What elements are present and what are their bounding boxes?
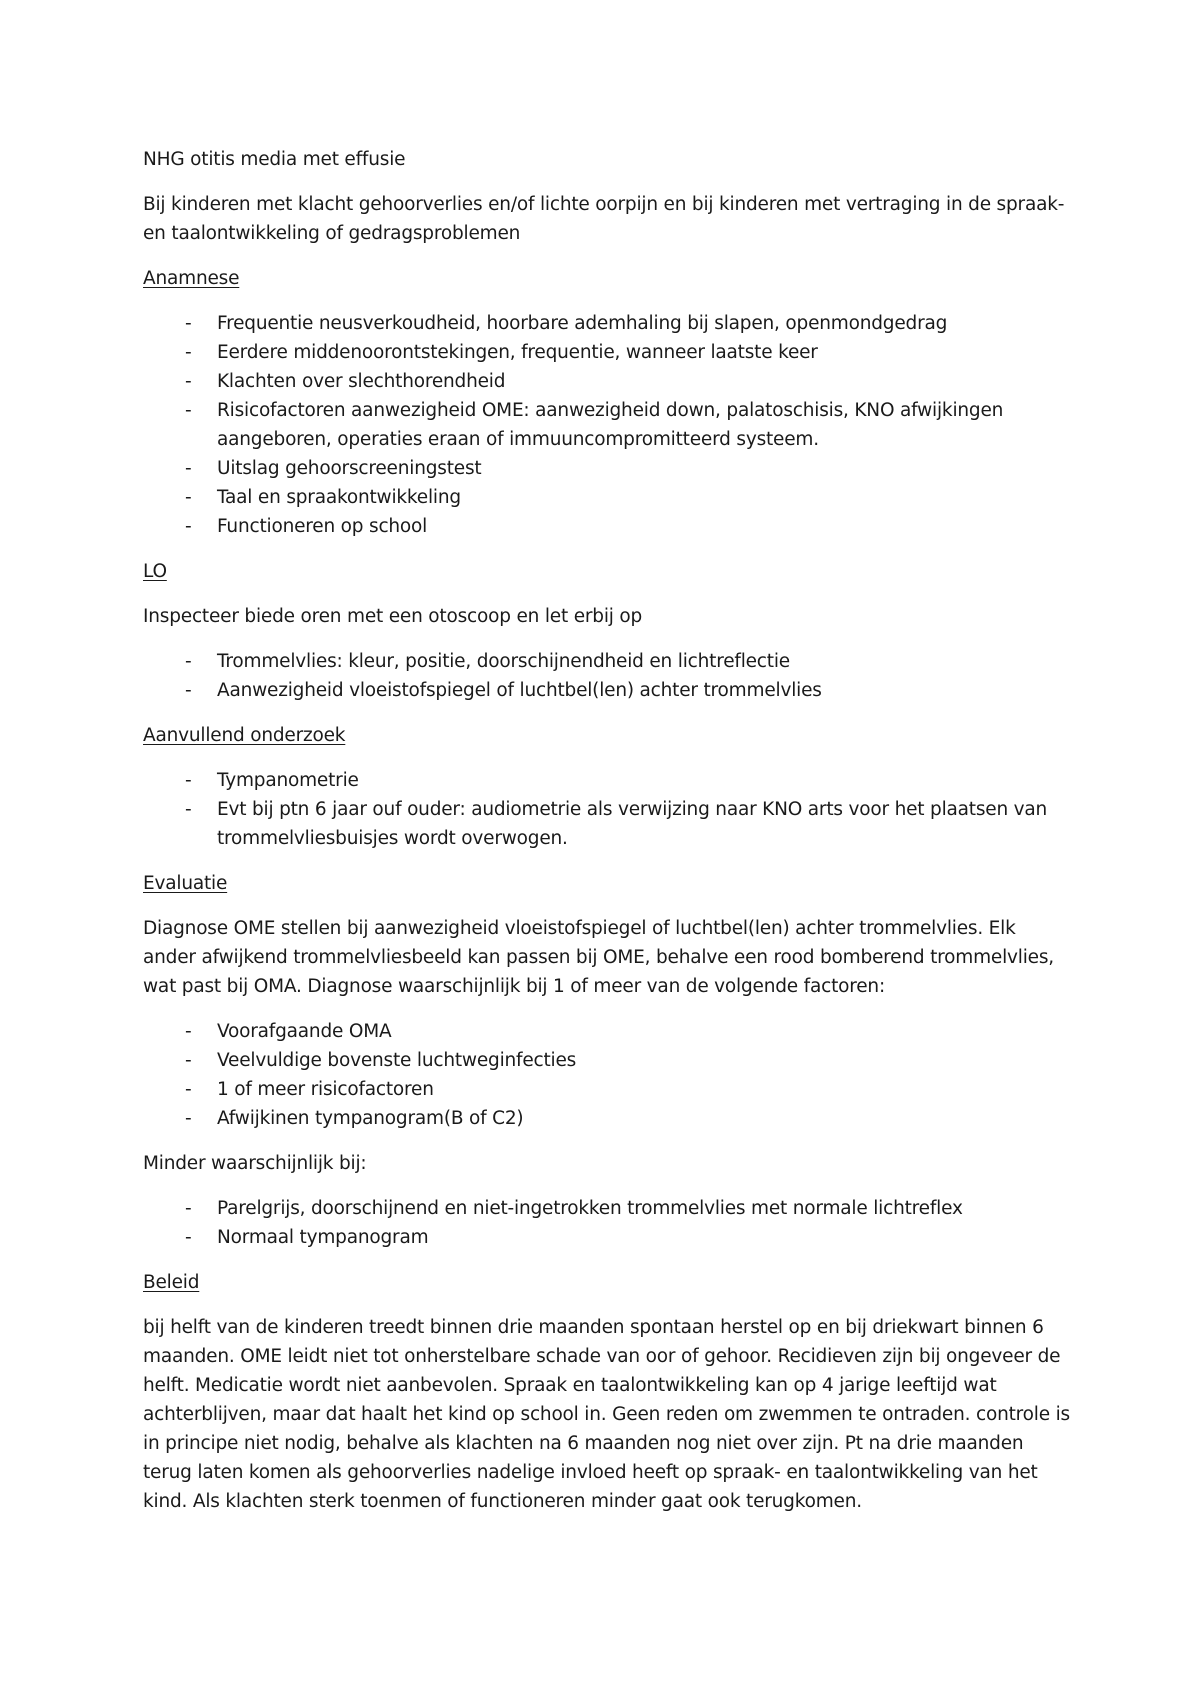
document-page: [143, 145, 1073, 1532]
list-item: - Eerdere middenoorontstekingen, frequentie, wanneer laatste keer: [185, 342, 818, 363]
list-item: - Frequentie neusverkoudheid, hoorbare ademhaling bij slapen, openmondgedrag: [185, 313, 948, 334]
evaluatie-paragraph: Diagnose OME stellen bij aanwezigheid vloeistofspiegel of luchtbel(len) achter trommelvlies. Elk ander afwijkend trommelvliesbeeld kan passen bij OME, behalve een rood bomberend trommelvlies, wat past bij OMA. Diagnose waarschijnlijk bij 1 of meer van de volgende factoren:: [143, 918, 1054, 997]
list-item: - Functioneren op school: [185, 516, 428, 537]
list-item: - Aanwezigheid vloeistofspiegel of luchtbel(len) achter trommelvlies: [185, 680, 822, 701]
list-item: - Taal en spraakontwikkeling: [185, 487, 461, 508]
beleid-heading: Beleid: [143, 1272, 200, 1293]
list-item: - Afwijkinen tympanogram(B of C2): [185, 1108, 524, 1129]
aanvullend-list: [143, 766, 1073, 853]
document-title: NHG otitis media met effusie: [143, 149, 406, 170]
intro-paragraph: Bij kinderen met klacht gehoorverlies en/of lichte oorpijn en bij kinderen met vertraging in de spraak- en taalontwikkeling of gedragsproblemen: [143, 194, 1065, 244]
list-item: - Parelgrijs, doorschijnend en niet-ingetrokken trommelvlies met normale lichtreflex: [185, 1198, 963, 1219]
list-item: - Normaal tympanogram: [185, 1227, 429, 1248]
list-item: - Uitslag gehoorscreeningstest: [185, 458, 482, 479]
list-item: - Tympanometrie: [185, 770, 359, 791]
beleid-paragraph: bij helft van de kinderen treedt binnen drie maanden spontaan herstel op en bij driekwart binnen 6 maanden. OME leidt niet tot onherstelbare schade van oor of gehoor. Recidieven zijn bij ongeveer de helft. Medicatie wordt niet aanbevolen. Spraak en taalontwikkeling kan op 4 jarige leeftijd wat achterblijven, maar dat haalt het kind op school in. Geen reden om zwemmen te ontraden. controle is in principe niet nodig, behalve als klachten na 6 maanden nog niet over zijn. Pt na drie maanden terug laten komen als gehoorverlies nadelige invloed heeft op spraak- en taalontwikkeling van het kind. Als klachten sterk toenmen of functioneren minder gaat ook terugkomen.: [143, 1317, 1070, 1512]
lo-heading: LO: [143, 561, 167, 582]
anamnese-heading: Anamnese: [143, 268, 240, 289]
minder-waarschijnlijk-list: [143, 1194, 1073, 1252]
evaluatie-heading: Evaluatie: [143, 873, 228, 894]
list-item: - Trommelvlies: kleur, positie, doorschijnendheid en lichtreflectie: [185, 651, 790, 672]
list-item: - Klachten over slechthorendheid: [185, 371, 506, 392]
lo-paragraph: Inspecteer biede oren met een otoscoop en let erbij op: [143, 606, 643, 627]
lo-list: [143, 647, 1073, 705]
anamnese-list: [143, 309, 1073, 541]
list-item: - Evt bij ptn 6 jaar ouf ouder: audiometrie als verwijzing naar KNO arts voor het plaatsen van trommelvliesbuisjes wordt overwogen.: [185, 799, 1048, 849]
evaluatie-list: [143, 1017, 1073, 1133]
list-item: - Voorafgaande OMA: [185, 1021, 392, 1042]
list-item: - Veelvuldige bovenste luchtweginfecties: [185, 1050, 577, 1071]
list-item: - Risicofactoren aanwezigheid OME: aanwezigheid down, palatoschisis, KNO afwijkingen aangeboren, operaties eraan of immuuncompromitteerd systeem.: [185, 400, 1004, 450]
list-item: - 1 of meer risicofactoren: [185, 1079, 434, 1100]
minder-waarschijnlijk-label: Minder waarschijnlijk bij:: [143, 1153, 367, 1174]
aanvullend-heading: Aanvullend onderzoek: [143, 725, 346, 746]
